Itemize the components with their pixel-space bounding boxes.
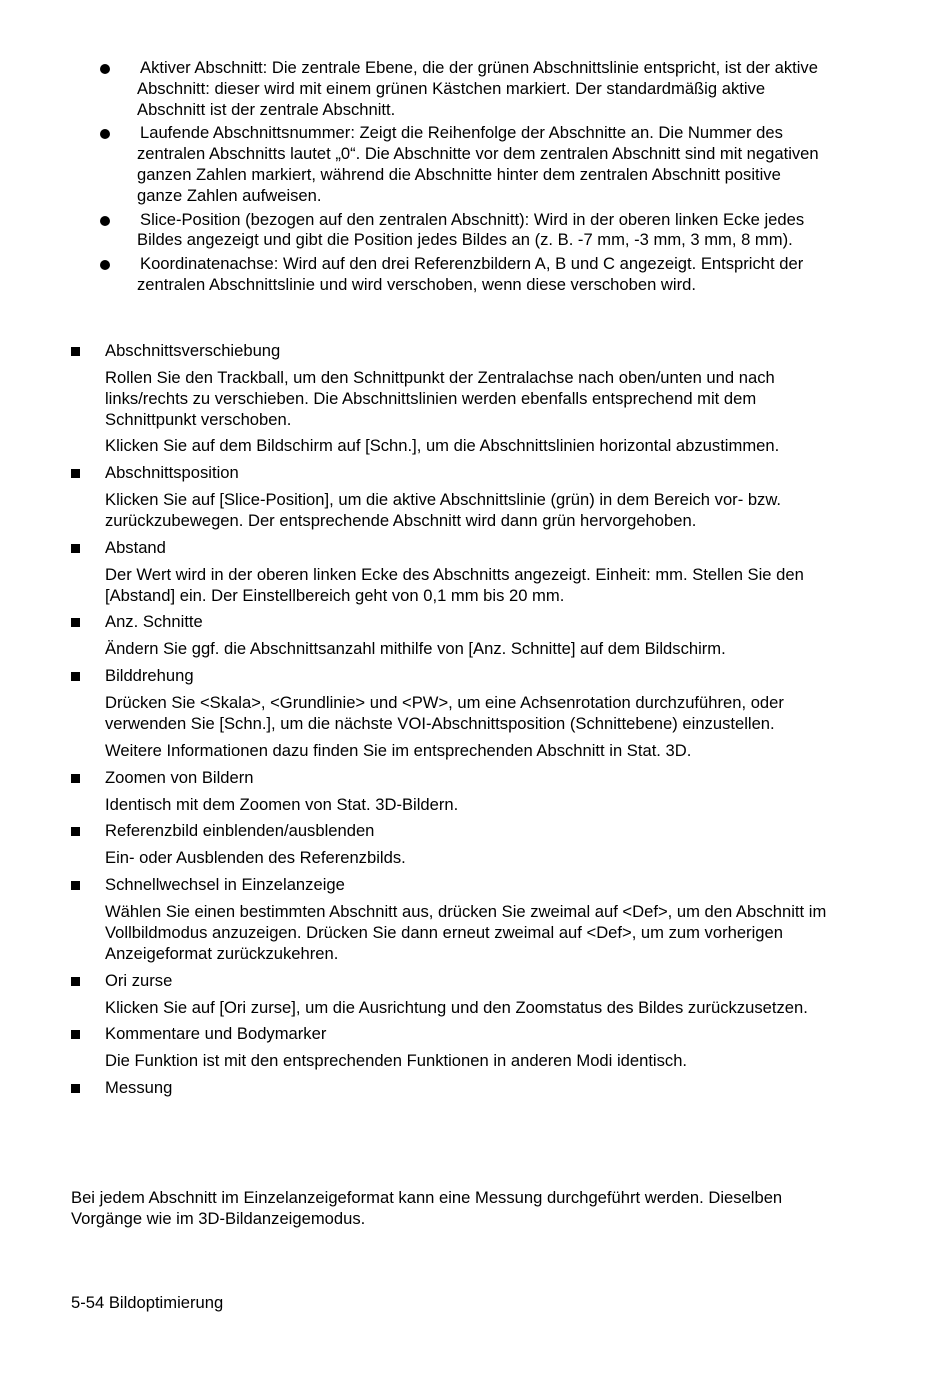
section-abschnittsverschiebung [71,341,831,457]
section-abstand [71,538,831,607]
section-paragraph: Ändern Sie ggf. die Abschnittsanzahl mithilfe von [Anz. Schnitte] auf dem Bildschirm. [105,639,726,659]
section-bilddrehung [71,666,831,761]
section-zoomen-von-bildern [71,768,831,816]
section-heading-text: Anz. Schnitte [105,612,203,632]
section-kommentare [71,1024,831,1072]
sub-bullet-text: Laufende Abschnittsnummer: Zeigt die Reihenfolge der Abschnitte an. Die Nummer des zentralen Abschnitts lautet „0“. Die Abschnitte vor dem zentralen Abschnitt sind mit negativen ganzen Zahlen markiert, während die Abschnitte hinter dem zentralen Abschnitt positive ganze Zahlen aufweisen. [137,123,819,205]
section-paragraph: Klicken Sie auf [Ori zurse], um die Ausrichtung und den Zoomstatus des Bildes zurückzusetzen. [105,997,808,1017]
section-paragraph: Klicken Sie auf dem Bildschirm auf [Schn.], um die Abschnittslinien horizontal abzustimmen. [105,436,780,456]
section-paragraph: Drücken Sie <Skala>, <Grundlinie> und <PW>, um eine Achsenrotation durchzuführen, oder verwenden Sie [Schn.], um die nächste VOI-Abschnittsposition (Schnittebene) einzustellen. [105,693,784,733]
section-paragraph: Der Wert wird in der oberen linken Ecke des Abschnitts angezeigt. Einheit: mm. Stellen Sie den [Abstand] ein. Der Einstellbereich geht von 0,1 mm bis 20 mm. [105,564,804,605]
section-heading [71,971,831,992]
closing-paragraph: Bei jedem Abschnitt im Einzelanzeigeformat kann eine Messung durchgeführt werden. Dieselben Vorgänge wie im 3D-Bildanzeigemodus. [71,1188,783,1228]
section-heading [71,538,831,559]
section-heading-text: Messung [105,1078,173,1098]
square-bullet-icon [71,774,80,783]
section-paragraph: Rollen Sie den Trackball, um den Schnittpunkt der Zentralachse nach oben/unten und nach links/rechts zu verschieben. Die Abschnittslinien werden ebenfalls entsprechend mit dem Schnittpunkt verschoben. [105,368,775,429]
square-bullet-icon [71,881,80,890]
section-list [71,341,831,1105]
square-bullet-icon [71,977,80,986]
section-paragraph: Ein- oder Ausblenden des Referenzbilds. [105,848,406,868]
section-paragraph: Weitere Informationen dazu finden Sie im entsprechenden Abschnitt in Stat. 3D. [105,740,692,760]
square-bullet-icon [71,347,80,356]
round-bullet-icon [100,260,110,270]
section-heading-text: Kommentare und Bodymarker [105,1024,327,1044]
section-paragraph: Identisch mit dem Zoomen von Stat. 3D-Bildern. [105,794,459,814]
section-heading-text: Abschnittsverschiebung [105,341,281,360]
sub-bullet-item [100,210,830,252]
section-heading [71,821,831,842]
square-bullet-icon [71,469,80,478]
section-heading-text: Schnellwechsel in Einzelanzeige [105,875,345,895]
sub-bullet-list [100,58,830,299]
section-heading-text: Abstand [105,537,166,557]
section-heading-text: Referenzbild einblenden/ausblenden [105,821,375,841]
section-heading-text: Abschnittsposition [105,463,239,483]
section-heading [71,612,831,633]
sub-bullet-item [100,254,830,296]
sub-bullet-text: Koordinatenachse: Wird auf den drei Referenzbildern A, B und C angezeigt. Entspricht der zentralen Abschnittslinie und wird verschoben, wenn diese verschoben wird. [137,254,804,294]
section-paragraph: Klicken Sie auf [Slice-Position], um die aktive Abschnittslinie (grün) in dem Bereich vor- bzw. zurückzubewegen. Der entsprechende Abschnitt wird dann grün hervorgehoben. [105,490,782,530]
section-paragraph: Die Funktion ist mit den entsprechenden Funktionen in anderen Modi identisch. [105,1051,688,1071]
sub-bullet-item [100,123,830,206]
round-bullet-icon [100,216,110,226]
square-bullet-icon [71,544,80,553]
section-heading [71,875,831,896]
section-heading [71,463,831,484]
section-heading [71,768,831,789]
sub-bullet-item [100,58,830,120]
page-footer: 5-54 Bildoptimierung [71,1293,224,1312]
section-ori-zurse [71,971,831,1019]
sub-bullet-text: Aktiver Abschnitt: Die zentrale Ebene, die der grünen Abschnittslinie entspricht, ist der aktive Abschnitt: dieser wird mit einem grünen Kästchen markiert. Der standardmäßig aktive Abschnitt ist der zentrale Abschnitt. [137,58,818,119]
section-messung [71,1078,831,1099]
section-heading-text: Bilddrehung [105,666,194,686]
section-anz-schnitte [71,612,831,660]
square-bullet-icon [71,1030,80,1039]
section-heading [71,1078,831,1099]
section-schnellwechsel [71,875,831,964]
square-bullet-icon [71,672,80,681]
section-paragraph: Wählen Sie einen bestimmten Abschnitt aus, drücken Sie zweimal auf <Def>, um den Abschnitt im Vollbildmodus anzuzeigen. Drücken Sie dann erneut zweimal auf <Def>, um zum vorherigen Anzeigeformat zurückzukehren. [105,902,827,963]
round-bullet-icon [100,64,110,74]
square-bullet-icon [71,1084,80,1093]
square-bullet-icon [71,827,80,836]
section-heading [71,341,831,362]
section-referenzbild [71,821,831,869]
square-bullet-icon [71,618,80,627]
sub-bullet-text: Slice-Position (bezogen auf den zentralen Abschnitt): Wird in der oberen linken Ecke jedes Bildes angezeigt und gibt die Position jedes Bildes an (z. B. -7 mm, -3 mm, 3 mm, 8 mm). [137,209,805,250]
section-heading [71,666,831,687]
round-bullet-icon [100,129,110,139]
section-heading-text: Zoomen von Bildern [105,767,254,787]
section-heading [71,1024,831,1045]
section-abschnittsposition [71,463,831,532]
section-heading-text: Ori zurse [105,970,173,990]
